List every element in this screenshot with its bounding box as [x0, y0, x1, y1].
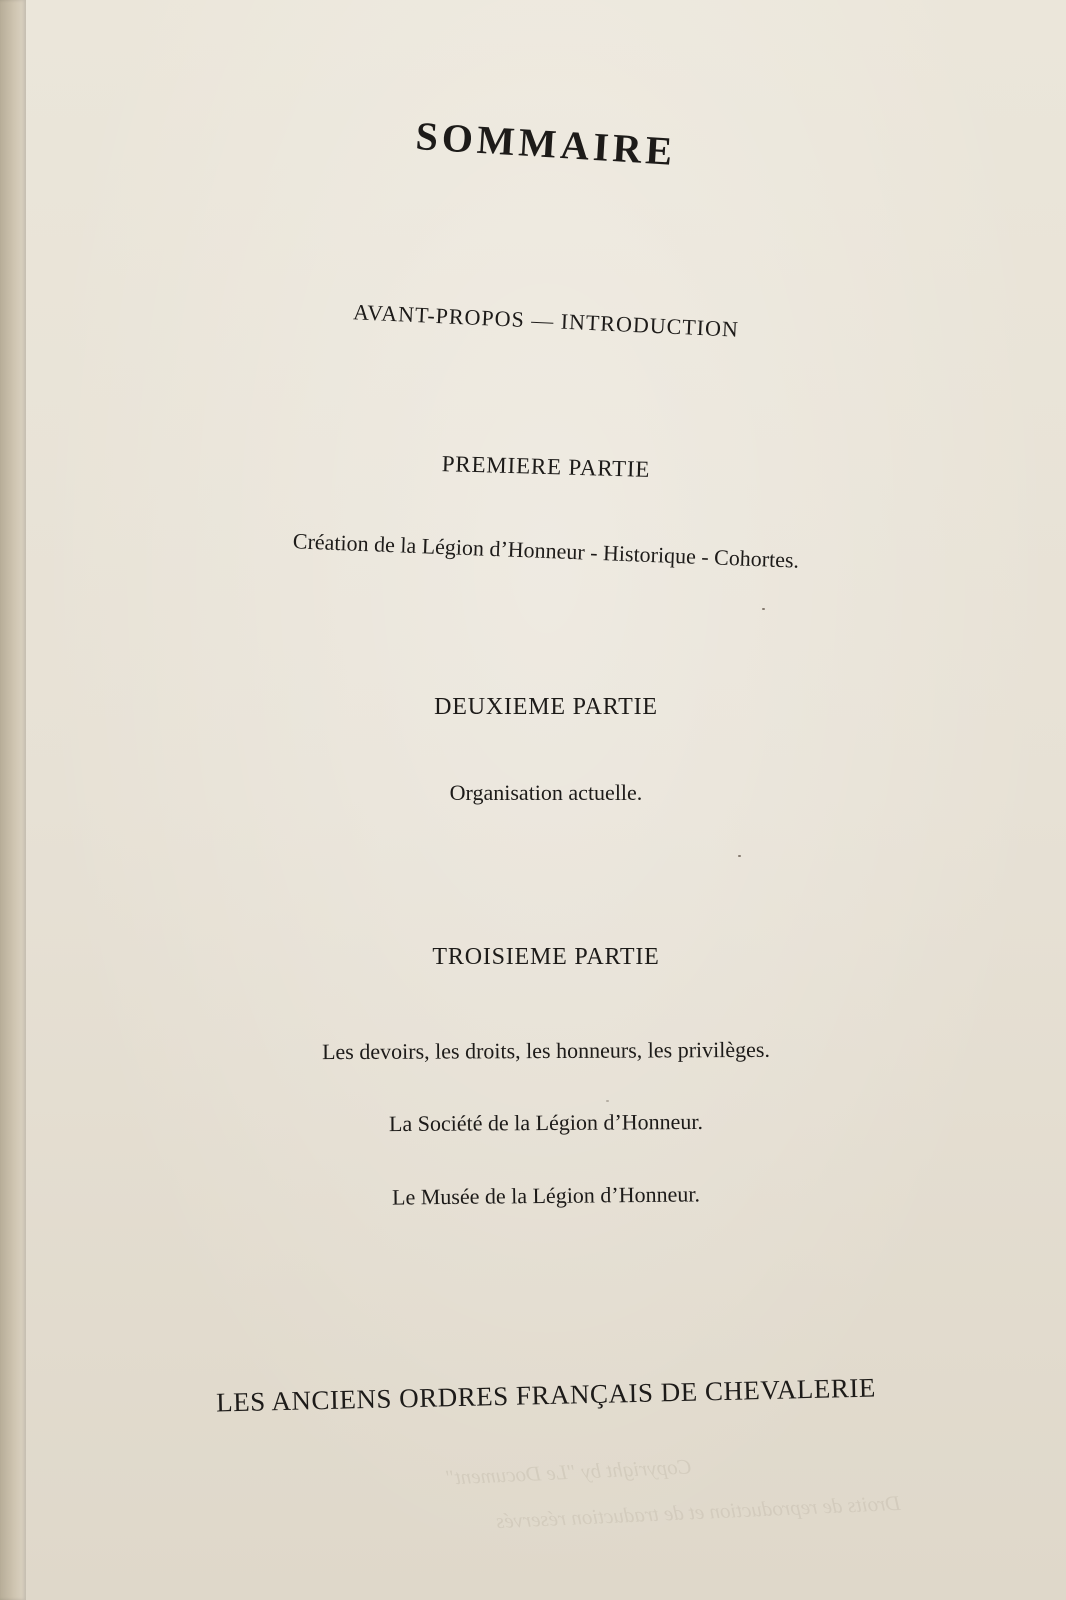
part-3-entry-2: La Société de la Légion d’Honneur. [388, 1108, 704, 1137]
part-heading-2: DEUXIEME PARTIE [434, 694, 658, 720]
part-heading-1: PREMIERE PARTIE [441, 451, 651, 482]
part-heading-3: TROISIEME PARTIE [432, 944, 660, 970]
paper-speck [762, 608, 765, 610]
show-through-text: Droits de reproduction et de traduction réservés [495, 1490, 902, 1534]
front-matter-heading: AVANT-PROPOS — INTRODUCTION [352, 299, 740, 342]
footer-heading: LES ANCIENS ORDRES FRANÇAIS DE CHEVALERIE [215, 1372, 877, 1418]
paper-speck [738, 855, 741, 857]
previous-page-edge [0, 0, 26, 1600]
part-2-entry: Organisation actuelle. [449, 780, 643, 805]
paper-speck [606, 1100, 609, 1102]
part-3-entry-1: Les devoirs, les droits, les honneurs, les privilèges. [321, 1036, 770, 1065]
show-through-text: Copyright by "Le Document" [445, 1454, 693, 1490]
part-3-entry-3: Le Musée de la Légion d’Honneur. [391, 1181, 701, 1210]
book-page [26, 0, 1066, 1600]
part-1-entry: Création de la Légion d’Honneur - Historique - Cohortes. [292, 528, 800, 573]
page-title: SOMMAIRE [414, 113, 678, 174]
